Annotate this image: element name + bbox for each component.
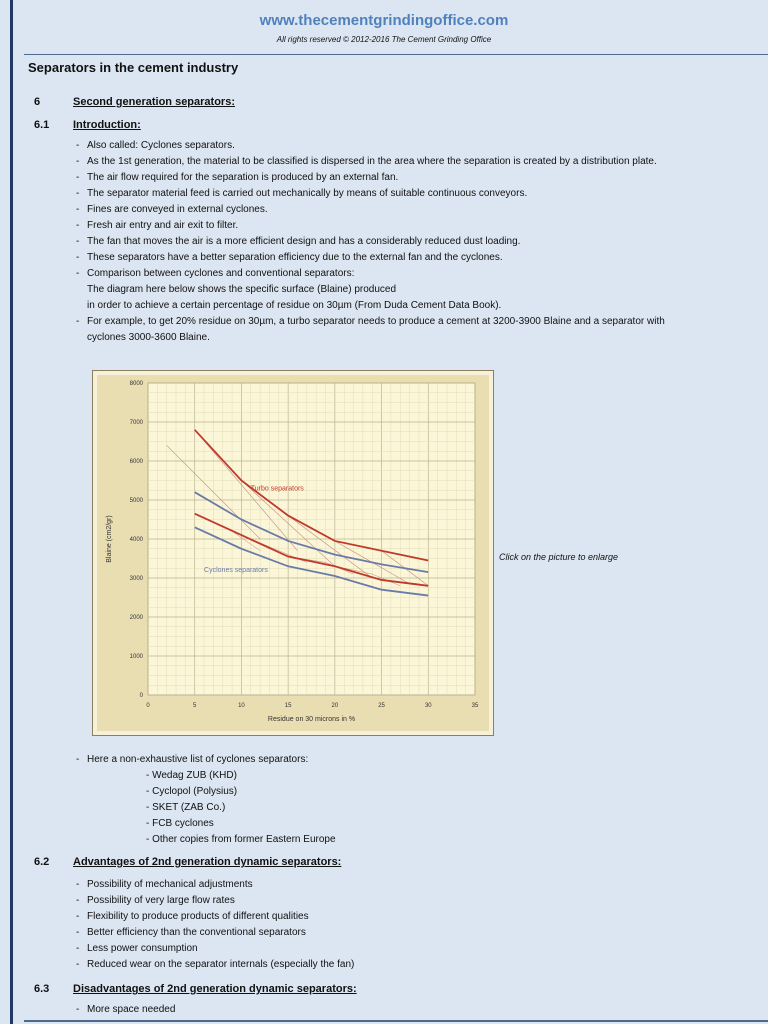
separator-model: - Other copies from former Eastern Europe: [146, 834, 336, 845]
copyright-notice: All rights reserved © 2012-2016 The Cement Grinding Office: [276, 35, 492, 44]
list-item: - Flexibility to produce products of different qualities: [76, 909, 706, 925]
section-6-1-number: 6.1: [34, 119, 50, 131]
blaine-residue-chart[interactable]: [92, 370, 494, 736]
section-6-1-title: Introduction:: [73, 119, 141, 131]
list-item: - Fresh air entry and air exit to filter.: [76, 218, 706, 234]
annotation-turbo: Turbo separators: [250, 485, 304, 493]
x-axis-label: Residue on 30 microns in %: [267, 716, 356, 723]
list-item: - Better efficiency than the conventional separators: [76, 925, 706, 941]
introduction-list: [76, 138, 706, 346]
list-item: - Also called: Cyclones separators.: [76, 138, 706, 154]
y-tick-label: 6000: [129, 459, 143, 465]
section-6-3-number: 6.3: [34, 983, 50, 995]
list-item: - Less power consumption: [76, 941, 706, 957]
site-url-link[interactable]: www.thecementgrindingoffice.com: [259, 12, 509, 29]
footer-divider: [24, 1020, 768, 1022]
list-item: - These separators have a better separation efficiency due to the external fan and the cyclones.: [76, 250, 706, 266]
x-tick-label: 5: [193, 703, 197, 709]
x-tick-label: 0: [146, 703, 150, 709]
list-item: - Reduced wear on the separator internals (especially the fan): [76, 957, 706, 973]
advantages-list: [76, 877, 706, 973]
list-item: - More space needed: [76, 1002, 706, 1018]
list-item: - The air flow required for the separation is produced by an external fan.: [76, 170, 706, 186]
section-6-number: 6: [34, 96, 41, 108]
separator-model: - Cyclopol (Polysius): [146, 786, 238, 797]
cyclone-separators-list: [76, 752, 706, 768]
separator-model: - SKET (ZAB Co.): [146, 802, 226, 813]
document-title: Separators in the cement industry: [28, 60, 239, 75]
section-6-3-title: Disadvantages of 2nd generation dynamic separators:: [73, 983, 357, 995]
y-tick-label: 0: [139, 693, 143, 699]
y-tick-label: 2000: [129, 615, 143, 621]
chart-svg: [93, 371, 493, 735]
comparison-line: in order to achieve a certain percentage of residue on 30µm (From Duda Cement Data Book).: [87, 300, 502, 311]
y-tick-label: 7000: [129, 420, 143, 426]
section-6-title: Second generation separators:: [73, 96, 235, 108]
list-item-intro: - Here a non-exhaustive list of cyclones separators:: [76, 752, 706, 768]
x-tick-label: 25: [378, 703, 385, 709]
x-tick-label: 35: [471, 703, 479, 709]
x-tick-label: 20: [331, 703, 339, 709]
section-6-2-number: 6.2: [34, 856, 50, 868]
section-6-2-title: Advantages of 2nd generation dynamic separators:: [73, 856, 342, 868]
left-margin-bar: [10, 0, 13, 1024]
y-tick-label: 3000: [129, 576, 143, 582]
y-tick-label: 4000: [129, 537, 143, 543]
x-tick-label: 15: [284, 703, 292, 709]
comparison-line: The diagram here below shows the specific surface (Blaine) produced: [87, 284, 397, 295]
list-item: - The fan that moves the air is a more efficient design and has a considerably reduced dust loading.: [76, 234, 706, 250]
separator-model: - FCB cyclones: [146, 818, 214, 829]
list-item: - As the 1st generation, the material to be classified is dispersed in the area where the separation is created by a distribution plate.: [76, 154, 706, 170]
separator-models-list: [146, 768, 446, 848]
header-divider: [24, 54, 768, 55]
y-tick-label: 8000: [129, 381, 143, 387]
list-item-example: - For example, to get 20% residue on 30µm, a turbo separator needs to produce a cement at 3200-3900 Blaine and a separator with cyclones 3000-3600 Blaine.: [76, 314, 706, 346]
comparison-heading: Comparison between cyclones and conventional separators:: [87, 268, 355, 279]
x-tick-label: 10: [238, 703, 245, 709]
disadvantages-list: [76, 1002, 706, 1018]
list-item: - Possibility of very large flow rates: [76, 893, 706, 909]
x-tick-label: 30: [424, 703, 432, 709]
annotation-cyclones: Cyclones separators: [204, 566, 268, 574]
y-tick-label: 1000: [129, 654, 143, 660]
page-header: [0, 12, 768, 44]
list-item: - Possibility of mechanical adjustments: [76, 877, 706, 893]
list-item: - The separator material feed is carried out mechanically by means of suitable continuous conveyors.: [76, 186, 706, 202]
list-item-comparison: [76, 266, 706, 314]
list-item: - Fines are conveyed in external cyclones.: [76, 202, 706, 218]
chart-caption[interactable]: Click on the picture to enlarge: [499, 552, 619, 562]
y-tick-label: 5000: [129, 498, 143, 504]
y-axis-label: Blaine (cm2/gr): [106, 515, 113, 563]
separator-model: - Wedag ZUB (KHD): [146, 770, 237, 781]
